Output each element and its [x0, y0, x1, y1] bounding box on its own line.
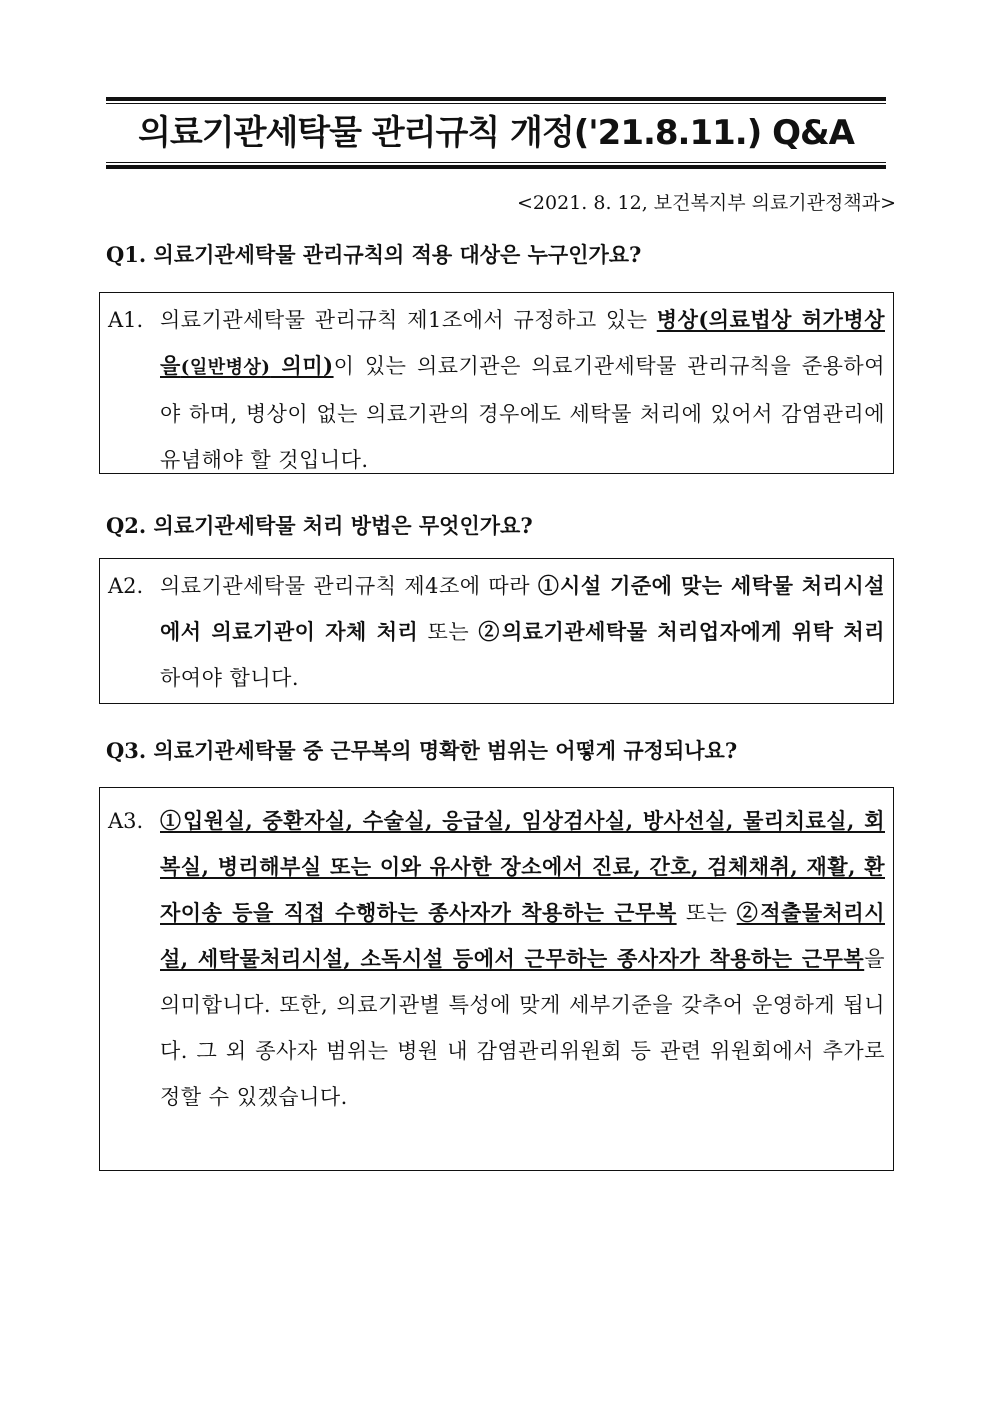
- title-bottom-rule: [106, 165, 886, 169]
- answer-row-1: [108, 297, 885, 483]
- question-1: Q1. 의료기관세탁물 관리규칙의 적용 대상은 누구인가요?: [106, 242, 642, 267]
- answer-2-text-a: 의료기관세탁물 관리규칙 제4조에 따라: [160, 574, 538, 598]
- answer-row-3: [108, 798, 885, 1120]
- title-top-rule: [106, 97, 886, 101]
- page-title: 의료기관세탁물 관리규칙 개정('21.8.11.) Q&A: [138, 113, 854, 153]
- answer-box-2: [99, 558, 894, 704]
- question-3: Q3. 의료기관세탁물 중 근무복의 명확한 범위는 어떻게 규정되나요?: [106, 738, 738, 763]
- answer-label-2: A2.: [108, 574, 144, 598]
- answer-label-1: A1.: [108, 308, 144, 332]
- source-line: <2021. 8. 12, 보건복지부 의료기관정책과>: [517, 192, 896, 214]
- answer-box-3: [99, 787, 894, 1171]
- answer-2-emphasis-a: ①시설 기준에 맞는 세탁물 처리시설에서 의료기관이 자체 처리: [160, 573, 886, 644]
- answer-3-emphasis-b: ②적출물처리시설, 세탁물처리시설, 소독시설 등에서 근무하는 종사자가 착용하는 근무복: [160, 900, 885, 971]
- answer-2-emphasis-b: ②의료기관세탁물 처리업자에게 위탁 처리: [478, 619, 885, 644]
- answer-1-text-a: 의료기관세탁물 관리규칙 제1조에서 규정하고 있는: [160, 308, 657, 332]
- answer-3-emphasis-a: ①입원실, 중환자실, 수술실, 응급실, 임상검사실, 방사선실, 물리치료실, 회복실, 병리해부실 또는 이와 유사한 장소에서 진료, 간호, 검체채취, 재활, 환자이송 등을 직접 수행하는 종사자가 착용하는 근무복: [160, 808, 885, 925]
- answer-1-emphasis-a-main: 병상(의료법상 허가병상을: [160, 307, 885, 378]
- answer-1-text-b: 이 있는 의료기관은 의료기관세탁물 관리규칙을 준용하여야 하며, 병상이 없는 의료기관의 경우에도 세탁물 처리에 있어서 감염관리에 유념해야 할 것입니다.: [160, 354, 885, 472]
- answer-2-text-c: 하여야 합니다.: [160, 666, 300, 690]
- answer-text-1: [160, 297, 885, 483]
- answer-row-2: [108, 563, 885, 701]
- answer-label-3: A3.: [108, 809, 144, 833]
- answer-1-emphasis-a-small: (일반병상): [180, 357, 271, 378]
- answer-text-2: [160, 563, 885, 701]
- answer-3-text-b: 을 의미합니다. 또한, 의료기관별 특성에 맞게 세부기준을 갖추어 운영하게 됩니다. 그 외 종사자 범위는 병원 내 감염관리위원회 등 관련 위원회에서 추가로 정할 수 있겠습니다.: [160, 947, 885, 1109]
- question-2: Q2. 의료기관세탁물 처리 방법은 무엇인가요?: [106, 513, 533, 538]
- answer-1-emphasis-a-end: 의미): [270, 353, 334, 378]
- answer-3-text-a: 또는: [676, 901, 737, 925]
- title-block: [106, 97, 886, 169]
- answer-box-1: [99, 292, 894, 474]
- answer-text-3: [160, 798, 885, 1120]
- answer-2-text-b: 또는: [418, 620, 479, 644]
